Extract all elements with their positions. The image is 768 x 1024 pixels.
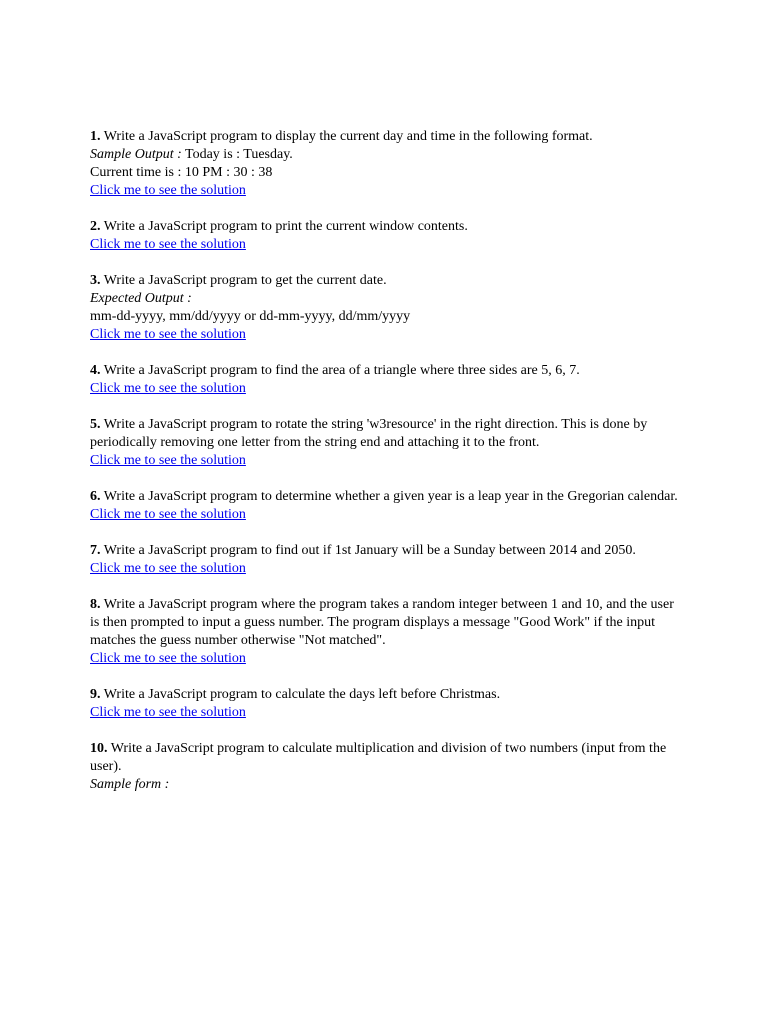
exercise-item-6: [90, 488, 680, 524]
spacer: [90, 668, 680, 686]
exercise-text: Write a JavaScript program to get the current date.: [103, 273, 387, 288]
spacer: [90, 398, 680, 416]
sample-form-label: Sample form :: [90, 777, 170, 792]
exercise-item-1: [90, 128, 680, 200]
exercise-item-9: [90, 686, 680, 722]
exercise-statement: [90, 488, 680, 506]
spacer: [90, 722, 680, 740]
exercise-number: 7.: [90, 543, 101, 558]
exercise-text: Write a JavaScript program to rotate the string 'w3resource' in the right direction. This is done by periodically removing one letter from the string end and attaching it to the front.: [90, 417, 648, 450]
solution-link-1[interactable]: Click me to see the solution: [90, 183, 246, 198]
solution-link-2[interactable]: Click me to see the solution: [90, 237, 246, 252]
spacer: [90, 524, 680, 542]
exercise-statement: [90, 128, 680, 146]
exercise-item-2: [90, 218, 680, 254]
exercise-item-4: [90, 362, 680, 398]
exercise-number: 2.: [90, 219, 101, 234]
solution-link-6[interactable]: Click me to see the solution: [90, 507, 246, 522]
exercise-item-7: [90, 542, 680, 578]
sample-output-value: Today is : Tuesday.: [185, 147, 293, 162]
exercise-number: 9.: [90, 687, 101, 702]
spacer: [90, 470, 680, 488]
spacer: [90, 578, 680, 596]
expected-output-line: [90, 290, 680, 308]
sample-output-line: [90, 146, 680, 164]
exercise-number: 8.: [90, 597, 101, 612]
exercise-number: 1.: [90, 129, 101, 144]
spacer: [90, 254, 680, 272]
sample-form-line: [90, 776, 680, 794]
exercise-text: Write a JavaScript program to determine whether a given year is a leap year in the Gregorian calendar.: [103, 489, 678, 504]
exercise-text: Write a JavaScript program to find out if 1st January will be a Sunday between 2014 and 2050.: [103, 543, 636, 558]
expected-output-value: mm-dd-yyyy, mm/dd/yyyy or dd-mm-yyyy, dd/mm/yyyy: [90, 309, 411, 324]
solution-link-5[interactable]: Click me to see the solution: [90, 453, 246, 468]
exercise-number: 10.: [90, 741, 108, 756]
exercise-number: 6.: [90, 489, 101, 504]
exercise-text: Write a JavaScript program to print the current window contents.: [103, 219, 468, 234]
exercise-statement: [90, 416, 680, 452]
exercise-text: Write a JavaScript program to display the current day and time in the following format.: [103, 129, 593, 144]
exercise-text: Write a JavaScript program to find the area of a triangle where three sides are 5, 6, 7.: [103, 363, 580, 378]
exercise-list: [90, 128, 680, 794]
exercise-text: Write a JavaScript program where the program takes a random integer between 1 and 10, and the user is then prompted to input a guess number. The program displays a message "Good Work" if the input matches the guess number otherwise "Not matched".: [90, 597, 674, 648]
exercise-statement: [90, 542, 680, 560]
solution-link-8[interactable]: Click me to see the solution: [90, 651, 246, 666]
spacer: [90, 344, 680, 362]
exercise-number: 5.: [90, 417, 101, 432]
exercise-item-3: [90, 272, 680, 344]
solution-link-9[interactable]: Click me to see the solution: [90, 705, 246, 720]
exercise-item-8: [90, 596, 680, 668]
exercise-text: Write a JavaScript program to calculate the days left before Christmas.: [103, 687, 501, 702]
expected-output-label: Expected Output :: [90, 291, 192, 306]
sample-output-extra: Current time is : 10 PM : 30 : 38: [90, 165, 273, 180]
exercise-number: 3.: [90, 273, 101, 288]
spacer: [90, 200, 680, 218]
exercise-number: 4.: [90, 363, 101, 378]
exercise-item-5: [90, 416, 680, 470]
solution-link-7[interactable]: Click me to see the solution: [90, 561, 246, 576]
exercise-statement: [90, 218, 680, 236]
exercise-statement: [90, 740, 680, 776]
sample-output-label: Sample Output :: [90, 147, 182, 162]
exercise-statement: [90, 272, 680, 290]
exercise-statement: [90, 686, 680, 704]
exercise-statement: [90, 596, 680, 650]
exercise-statement: [90, 362, 680, 380]
exercise-item-10: [90, 740, 680, 794]
solution-link-4[interactable]: Click me to see the solution: [90, 381, 246, 396]
solution-link-3[interactable]: Click me to see the solution: [90, 327, 246, 342]
exercise-text: Write a JavaScript program to calculate multiplication and division of two numbers (input from the user).: [90, 741, 667, 774]
